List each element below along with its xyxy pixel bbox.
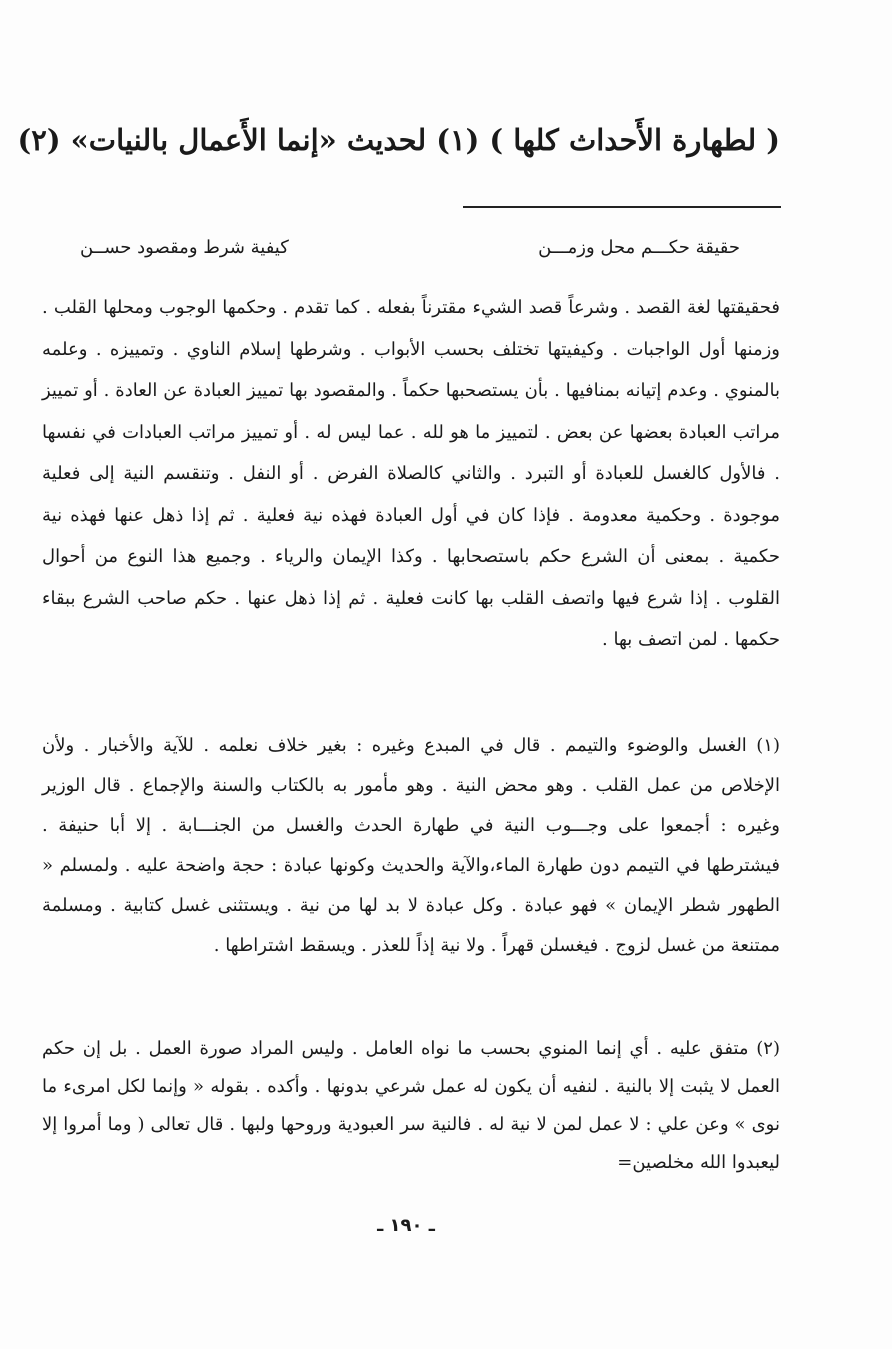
verse-left-hemistich: كيفية شرط ومقصود حســن xyxy=(80,237,289,258)
verse-right-hemistich: حقيقة حكـــم محل وزمـــن xyxy=(538,237,740,258)
section-heading: ( لطهارة الأَحداث كلها ) (١) لحديث «إنما الأَعمال بالنيات» (٢) xyxy=(17,123,780,157)
verse-line xyxy=(80,230,740,266)
main-paragraph: فحقيقتها لغة القصد . وشرعاً قصد الشيء مقترناً بفعله . كما تقدم . وحكمها الوجوب ومحلها القلب . وزمنها أول الواجبات . وكيفيتها تختلف بحسب الأبواب . وشرطها إسلام الناوي . وتمييزه . وعلمه بالمنوي . وعدم إتيانه بمنافيها . بأن يستصحبها حكماً . والمقصود بها تمييز العبادة عن العادة . أو تمييز مراتب العبادة بعضها عن بعض . لتمييز ما هو لله . عما ليس له . أو تمييز مراتب العبادات في نفسها . فالأول كالغسل للعبادة أو التبرد . والثاني كالصلاة الفرض . أو النفل . وتنقسم النية إلى فعلية موجودة . وحكمية معدومة . فإذا كان في أول العبادة فهذه نية فعلية . ثم إذا ذهل عنها فهذه نية حكمية . بمعنى أن الشرع حكم باستصحابها . وكذا الإيمان والرياء . وجميع هذا النوع من أحوال القلوب . إذا شرع فيها واتصف القلب بها كانت فعلية . ثم إذا ذهل عنها . حكم صاحب الشرع ببقاء حكمها . لمن اتصف بها . xyxy=(42,297,781,650)
heading-rule xyxy=(463,206,781,208)
footnote-2: (٢) متفق عليه . أي إنما المنوي بحسب ما نواه العامل . وليس المراد صورة العمل . بل إن حكم العمل لا يثبت إلا بالنية . لنفيه أن يكون له عمل شرعي بدونها . وأكده . بقوله « وإنما لكل امرىء ما نوى » وعن علي : لا عمل لمن لا نية له . فالنية سر العبودية وروحها ولبها . قال تعالى ( وما أمروا إلا ليعبدوا الله مخلصين= xyxy=(42,1038,780,1173)
footnote-1: (١) الغسل والوضوء والتيمم . قال في المبدع وغيره : بغير خلاف نعلمه . للآية والأخبار . ولأن الإخلاص من عمل القلب . وهو محض النية . وهو مأمور به بالكتاب والسنة والإجماع . قال الوزير وغيره : أجمعوا على وجـــوب النية في طهارة الحدث والغسل من الجنـــابة . إلا أبا حنيفة . فيشترطها في التيمم دون طهارة الماء،والآية والحديث وكونها عبادة : حجة واضحة عليه . ولمسلم « الطهور شطر الإيمان » فهو عبادة . وكل عبادة لا بد لها من نية . ويستثنى غسل كتابية . ومسلمة ممتنعة من غسل لزوج . فيغسلن قهراً . ولا نية إذاً للعذر . ويسقط اشتراطها . xyxy=(42,735,780,956)
page-number: ـ ١٩٠ ـ xyxy=(377,1215,435,1236)
